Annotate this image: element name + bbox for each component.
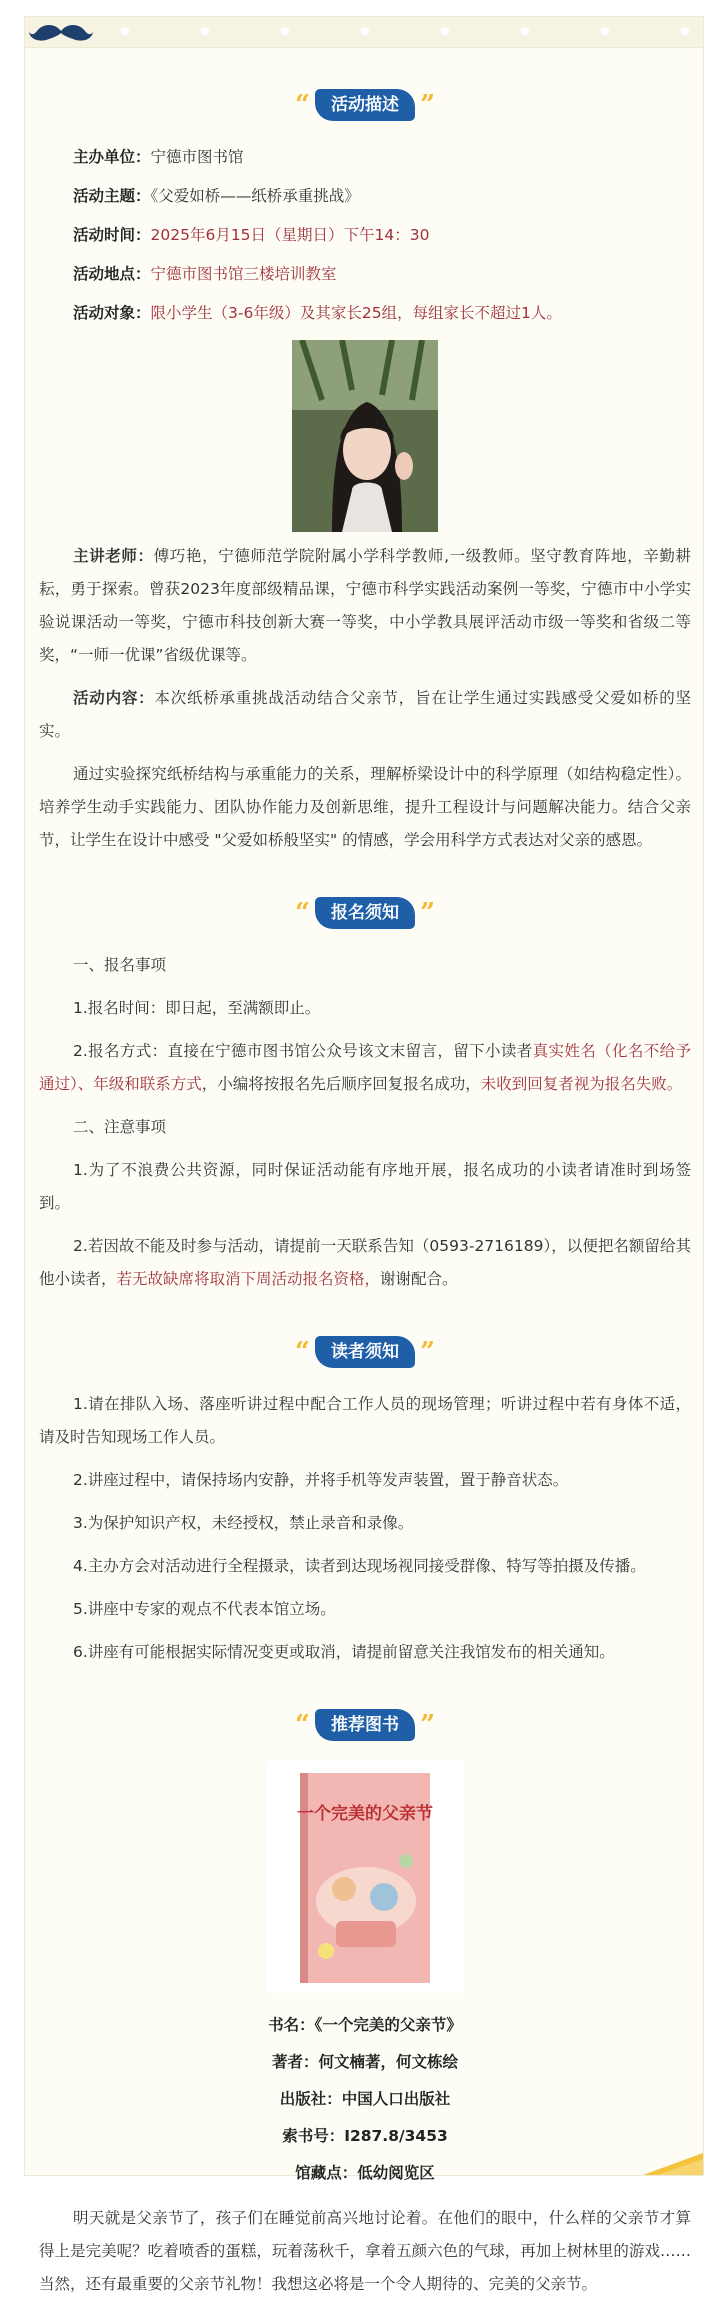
quote-mark-icon: ” [420, 1337, 436, 1367]
content-label: 活动内容： [73, 689, 155, 707]
section-title-label: 读者须知 [315, 1336, 415, 1368]
quote-mark-icon: ” [420, 90, 436, 120]
reader-item: 4.主办方会对活动进行全程摄录，读者到达现场视同接受群像、特写等拍摄及传播。 [73, 1557, 646, 1575]
reader-item: 1.请在排队入场、落座听讲过程中配合工作人员的现场管理；听讲过程中若有身体不适，请及时告知现场工作人员。 [39, 1395, 691, 1446]
register-time: 1.报名时间：即日起，至满额即止。 [73, 999, 321, 1017]
register-method-highlight: 真实姓名（化名不给予通过）、年级和联系方式 [39, 1042, 691, 1093]
notice-1: 1.为了不浪费公共资源，同时保证活动能有序地开展，报名成功的小读者请准时到场签到。 [39, 1161, 691, 1212]
mustache-icon [29, 21, 93, 45]
reader-item: 5.讲座中专家的观点不代表本馆立场。 [73, 1600, 336, 1618]
book-author: 著者：何文楠著，何文栋绘 [271, 2053, 458, 2071]
quote-mark-icon: “ [294, 1710, 310, 1740]
book-cover-title: 一个完美的父亲节 [297, 1804, 433, 1824]
register-method-highlight-2: 未收到回复者视为报名失败。 [480, 1075, 683, 1093]
notice-2-highlight: 若无故缺席将取消下周活动报名资格， [116, 1270, 381, 1288]
notice-2-text: 2.若因故不能及时参与活动，请提前一天联系告知（0593-2716189），以便把名额留给其他小读者， [39, 1237, 691, 1288]
book-call-number: 索书号：I287.8/3453 [282, 2127, 448, 2145]
teacher-label: 主讲老师： [73, 547, 154, 565]
dot-icon [681, 27, 689, 35]
decorative-top-strip [25, 17, 703, 48]
content-paragraph [39, 682, 691, 748]
target-label: 活动对象： [73, 304, 151, 322]
quote-mark-icon: ” [420, 898, 436, 928]
register-method-text: 2.报名方式：直接在宁德市图书馆公众号该文末留言，留下小读者 [73, 1042, 533, 1060]
section-title-book [39, 1709, 691, 1743]
register-method [39, 1035, 691, 1101]
organizer-label: 主办单位： [73, 148, 151, 166]
target-row [39, 297, 691, 330]
target-value: 限小学生（3-6年级）及其家长25组，每组家长不超过1人。 [150, 304, 562, 322]
place-row [39, 258, 691, 291]
dot-icon [361, 27, 369, 35]
time-label: 活动时间： [73, 226, 151, 244]
book-location: 馆藏点：低幼阅览区 [295, 2164, 435, 2182]
corner-ribbon-icon [643, 2153, 703, 2175]
article-page [24, 16, 704, 2293]
notice-2-text-2: 谢谢配合。 [380, 1270, 458, 1288]
dot-icon [121, 27, 129, 35]
place-value: 宁德市图书馆三楼培训教室 [150, 265, 337, 283]
content-text: 本次纸桥承重挑战活动结合父亲节，旨在让学生通过实践感受父爱如桥的坚实。 [39, 689, 691, 740]
place-label: 活动地点： [73, 265, 151, 283]
theme-value: 《父爱如桥——纸桥承重挑战》 [150, 187, 360, 205]
reader-item: 6.讲座有可能根据实际情况变更或取消，请提前留意关注我馆发布的相关通知。 [73, 1643, 615, 1661]
register-heading-2: 二、注意事项 [73, 1118, 167, 1136]
section-title-label: 活动描述 [315, 89, 415, 121]
dot-icon [281, 27, 289, 35]
organizer-row [39, 141, 691, 174]
dot-icon [601, 27, 609, 35]
book-intro: 明天就是父亲节了，孩子们在睡觉前高兴地讨论着。在他们的眼中，什么样的父亲节才算得上是完美呢？吃着喷香的蛋糕，玩着荡秋千，拿着五颜六色的气球，再加上树林里的游戏……当然，还有最重要的父亲节礼物！我想这必将是一个令人期待的、完美的父亲节。 [39, 2209, 691, 2293]
teacher-paragraph [39, 540, 691, 672]
dot-icon [441, 27, 449, 35]
section-title-activity [39, 89, 691, 123]
reader-item: 2.讲座过程中，请保持场内安静，并将手机等发声装置，置于静音状态。 [73, 1471, 569, 1489]
time-value: 2025年6月15日（星期日）下午14：30 [150, 226, 430, 244]
teacher-photo [292, 340, 438, 532]
register-heading-1: 一、报名事项 [73, 956, 167, 974]
article-content [39, 77, 691, 2301]
register-method-text-2: ，小编将按报名先后顺序回复报名成功， [201, 1075, 481, 1093]
quote-mark-icon: “ [294, 898, 310, 928]
dot-icon [521, 27, 529, 35]
quote-mark-icon: ” [420, 1710, 436, 1740]
section-title-register [39, 897, 691, 931]
book-name: 书名：《一个完美的父亲节》 [268, 2016, 462, 2034]
organizer-value: 宁德市图书馆 [150, 148, 244, 166]
dot-icon [201, 27, 209, 35]
section-title-reader [39, 1336, 691, 1370]
reader-item: 3.为保护知识产权，未经授权，禁止录音和录像。 [73, 1514, 414, 1532]
section-title-label: 推荐图书 [315, 1709, 415, 1741]
book-cover [266, 1761, 464, 1993]
quote-mark-icon: “ [294, 1337, 310, 1367]
quote-mark-icon: “ [294, 90, 310, 120]
time-row [39, 219, 691, 252]
notice-2 [39, 1230, 691, 1296]
teacher-bio: 傅巧艳，宁德师范学院附属小学科学教师,一级教师。坚守教育阵地，辛勤耕耘，勇于探索。曾获2023年度部级精品课，宁德市科学实践活动案例一等奖，宁德市中小学实验说课活动一等奖，宁德市科技创新大赛一等奖，中小学教具展评活动市级一等奖和省级二等奖，“一师一优课”省级优课等。 [39, 547, 691, 664]
content-paragraph-2: 通过实验探究纸桥结构与承重能力的关系，理解桥梁设计中的科学原理（如结构稳定性）。培养学生动手实践能力、团队协作能力及创新思维，提升工程设计与问题解决能力。结合父亲节，让学生在设计中感受 "父爱如桥般坚实" 的情感，学会用科学方式表达对父亲的感恩。 [39, 765, 691, 849]
theme-label: 活动主题： [73, 187, 151, 205]
theme-row [39, 180, 691, 213]
book-publisher: 出版社：中国人口出版社 [279, 2090, 451, 2108]
section-title-label: 报名须知 [315, 897, 415, 929]
